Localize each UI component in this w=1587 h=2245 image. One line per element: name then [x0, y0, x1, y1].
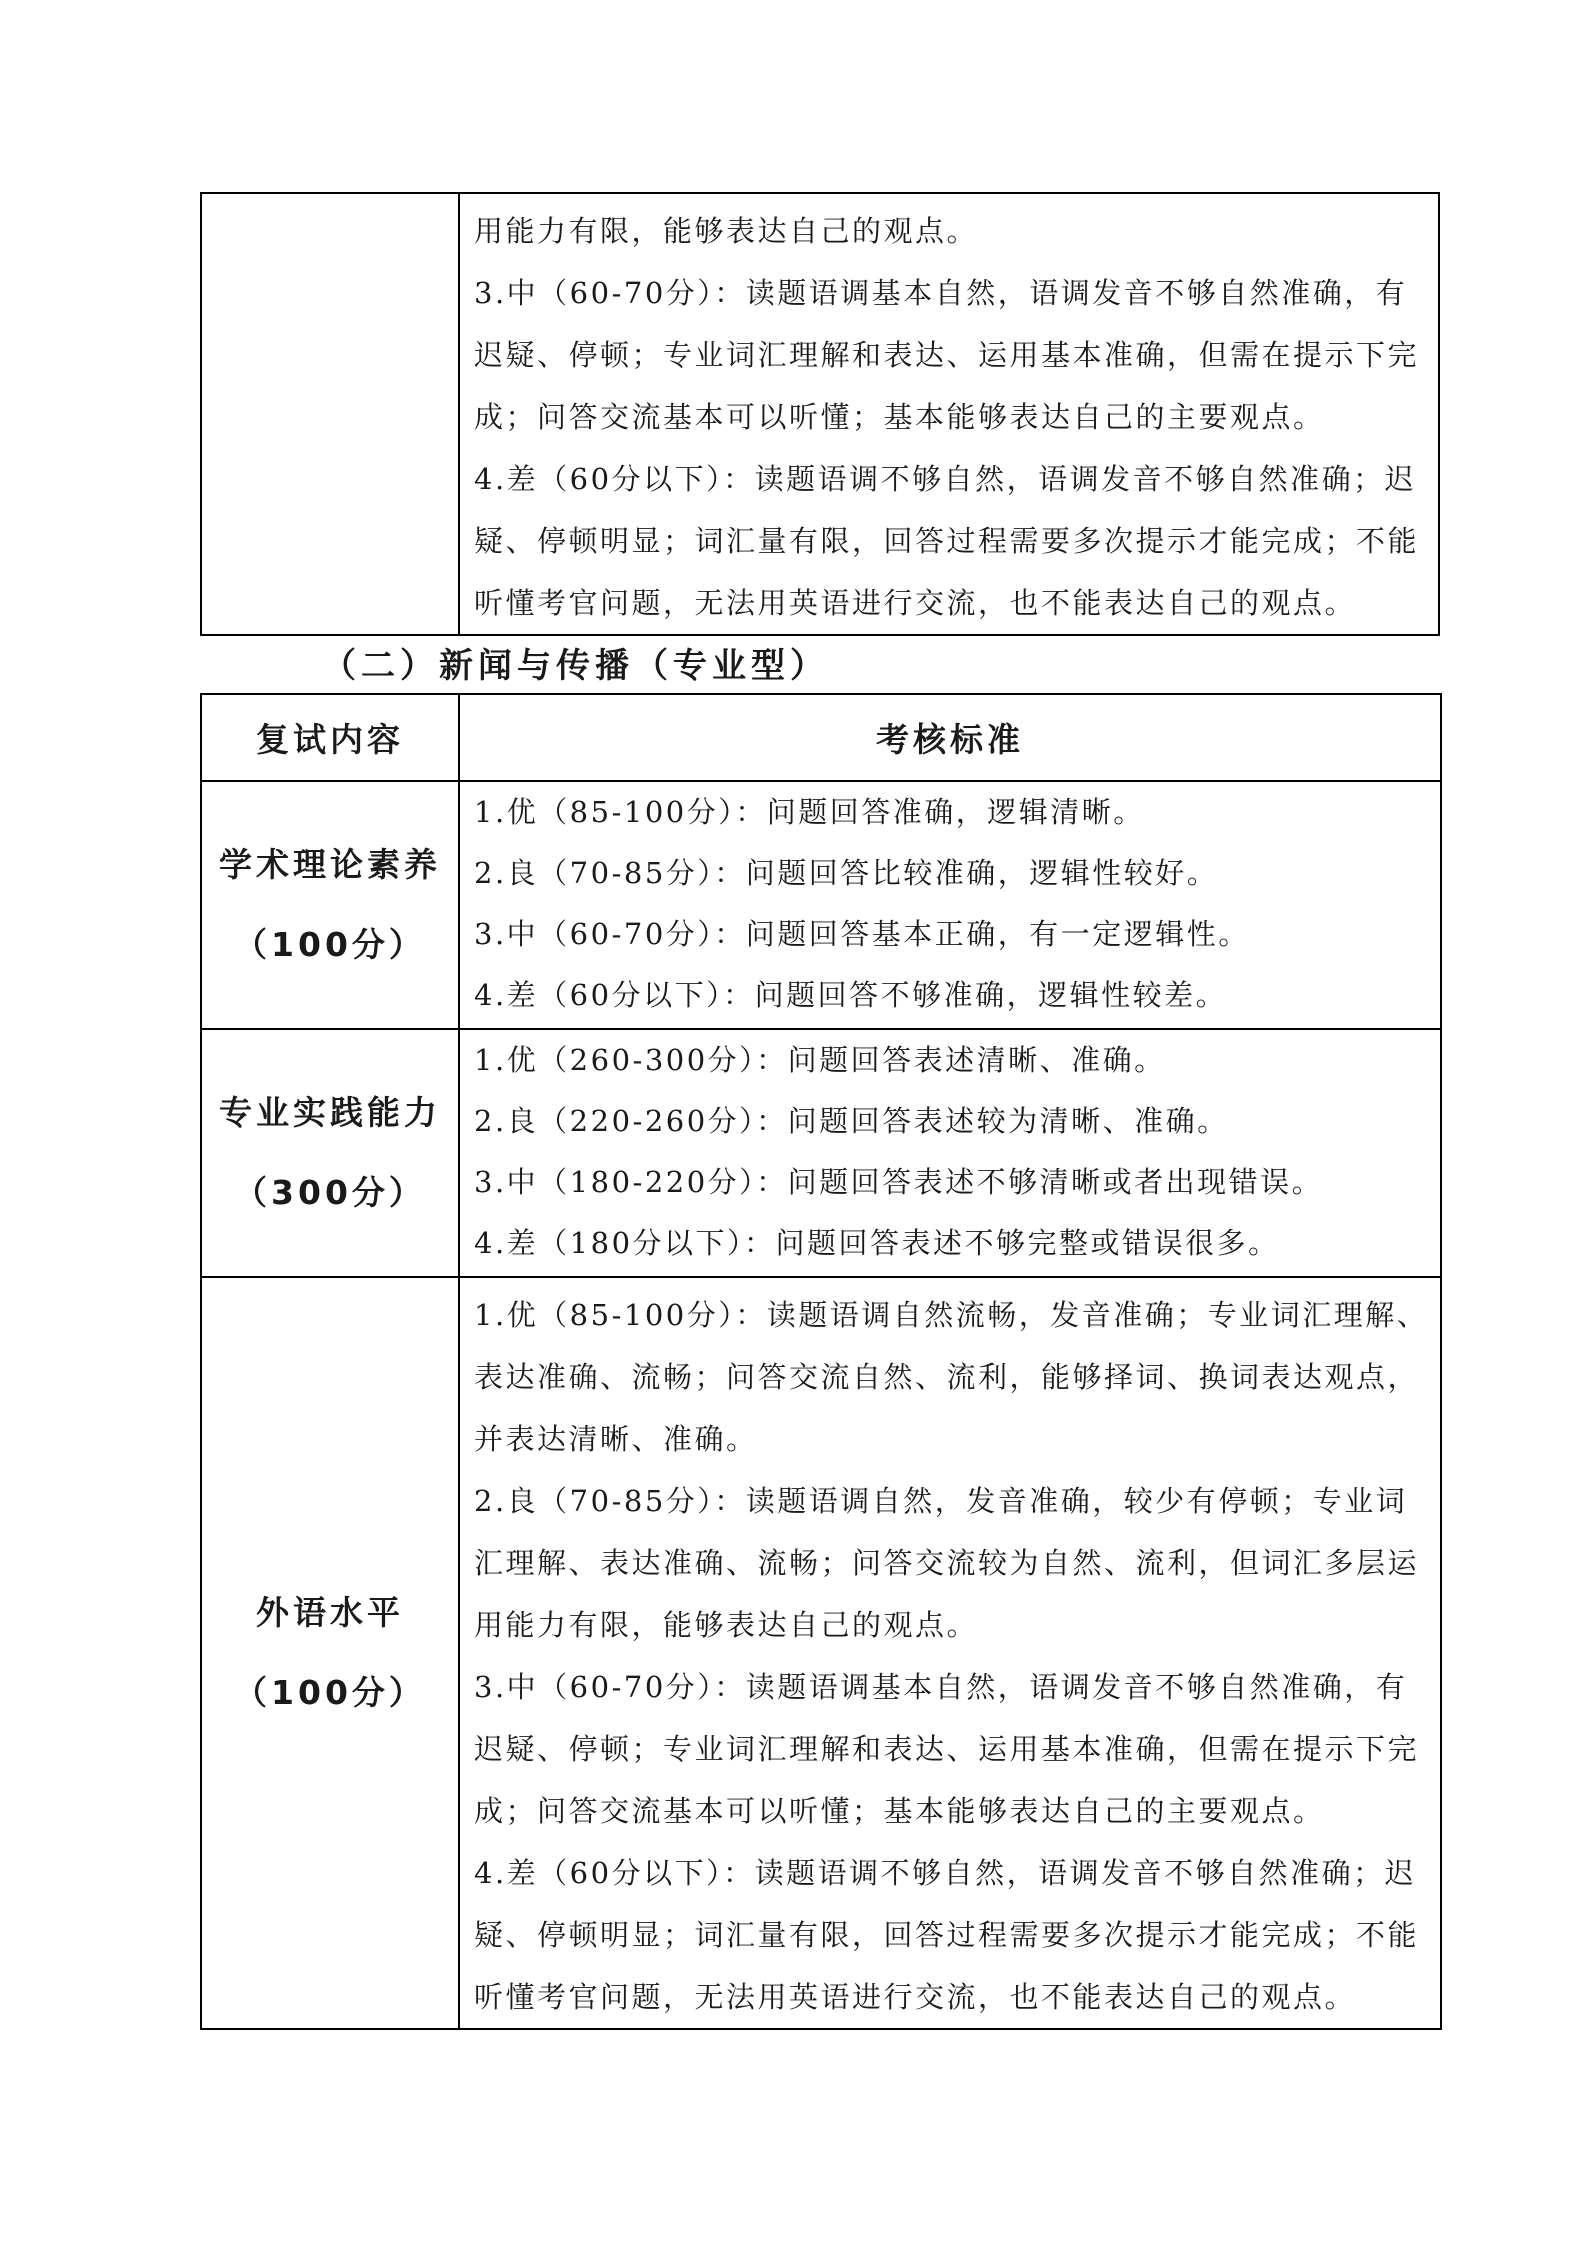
item-name: 专业实践能力 — [219, 1093, 441, 1132]
continuation-criteria-cell — [459, 193, 1439, 635]
criteria-line: 疑、停顿明显；词汇量有限，回答过程需要多次提示才能完成；不能 — [474, 1918, 1420, 1952]
criteria-line: 3.中（180-220分）：问题回答表述不够清晰或者出现错误。 — [474, 1165, 1324, 1199]
table-row-language — [201, 1277, 1441, 2029]
criteria-line: 4.差（60分以下）：读题语调不够自然，语调发音不够自然准确；迟 — [474, 1856, 1417, 1890]
header-content: 复试内容 — [201, 694, 459, 781]
item-name: 学术理论素养 — [219, 845, 441, 884]
section-heading: （二）新闻与传播（专业型） — [322, 646, 829, 686]
criteria-line: 用能力有限，能够表达自己的观点。 — [474, 214, 979, 248]
criteria-line: 4.差（60分以下）：读题语调不够自然，语调发音不够自然准确；迟 — [474, 462, 1417, 496]
criteria-cell — [459, 781, 1441, 1029]
continuation-row — [201, 193, 1439, 635]
criteria-line: 汇理解、表达准确、流畅；问答交流较为自然、流利，但词汇多层运 — [474, 1546, 1420, 1580]
criteria-line: 2.良（70-85分）：问题回答比较准确，逻辑性较好。 — [474, 856, 1219, 890]
criteria-cell — [459, 1277, 1441, 2029]
continuation-label-cell — [201, 193, 459, 635]
criteria-line: 成；问答交流基本可以听懂；基本能够表达自己的主要观点。 — [474, 400, 1325, 434]
item-label-cell — [201, 781, 459, 1029]
criteria-line: 1.优（85-100分）：问题回答准确，逻辑清晰。 — [474, 795, 1145, 829]
criteria-line: 3.中（60-70分）：问题回答基本正确，有一定逻辑性。 — [474, 917, 1250, 951]
criteria-line: 疑、停顿明显；词汇量有限，回答过程需要多次提示才能完成；不能 — [474, 524, 1420, 558]
continuation-table — [200, 192, 1440, 636]
header-criteria: 考核标准 — [459, 694, 1441, 781]
criteria-line: 听懂考官问题，无法用英语进行交流，也不能表达自己的观点。 — [474, 1980, 1357, 2014]
criteria-line: 并表达清晰、准确。 — [474, 1422, 758, 1456]
criteria-line: 2.良（220-260分）：问题回答表述较为清晰、准确。 — [474, 1104, 1229, 1138]
criteria-line: 2.良（70-85分）：读题语调自然，发音准确，较少有停顿；专业词 — [474, 1484, 1408, 1518]
criteria-line: 表达准确、流畅；问答交流自然、流利，能够择词、换词表达观点， — [474, 1360, 1420, 1394]
item-score: （100分） — [234, 925, 426, 964]
criteria-line: 1.优（260-300分）：问题回答表述清晰、准确。 — [474, 1043, 1166, 1077]
criteria-line: 4.差（180分以下）：问题回答表述不够完整或错误很多。 — [474, 1226, 1280, 1260]
criteria-line: 1.优（85-100分）：读题语调自然流畅，发音准确；专业词汇理解、 — [474, 1298, 1429, 1332]
criteria-line: 听懂考官问题，无法用英语进行交流，也不能表达自己的观点。 — [474, 586, 1357, 620]
item-score: （100分） — [234, 1673, 426, 1712]
criteria-cell — [459, 1029, 1441, 1277]
table-row-academic — [201, 781, 1441, 1029]
table-header-row — [201, 694, 1441, 781]
item-score: （300分） — [234, 1173, 426, 1212]
item-label-cell — [201, 1029, 459, 1277]
criteria-line: 3.中（60-70分）：读题语调基本自然，语调发音不够自然准确，有 — [474, 276, 1408, 310]
criteria-line: 4.差（60分以下）：问题回答不够准确，逻辑性较差。 — [474, 978, 1228, 1012]
criteria-line: 3.中（60-70分）：读题语调基本自然，语调发音不够自然准确，有 — [474, 1670, 1408, 1704]
criteria-line: 成；问答交流基本可以听懂；基本能够表达自己的主要观点。 — [474, 1794, 1325, 1828]
criteria-line: 用能力有限，能够表达自己的观点。 — [474, 1608, 979, 1642]
item-name: 外语水平 — [256, 1593, 404, 1632]
assessment-table — [200, 693, 1442, 2030]
criteria-line: 迟疑、停顿；专业词汇理解和表达、运用基本准确，但需在提示下完 — [474, 338, 1420, 372]
table-row-practice — [201, 1029, 1441, 1277]
item-label-cell — [201, 1277, 459, 2029]
criteria-line: 迟疑、停顿；专业词汇理解和表达、运用基本准确，但需在提示下完 — [474, 1732, 1420, 1766]
